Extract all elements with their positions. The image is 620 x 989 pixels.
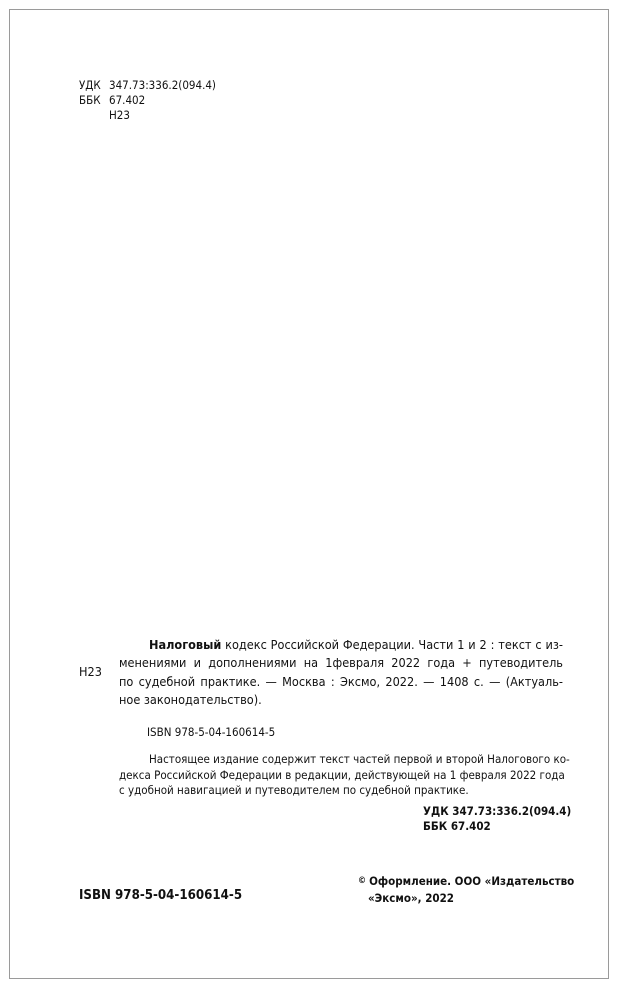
title-bold: Налоговый — [149, 637, 222, 652]
index-bbk: ББК 67.402 — [423, 819, 491, 833]
bib-line-1-text: кодекс Российской Федерации. Части 1 и 2 : текст с из- — [221, 637, 563, 652]
annotation — [119, 752, 570, 799]
author-mark-row — [79, 108, 216, 123]
annotation-line-2: декса Российской Федерации в редакции, действующей на 1 февраля 2022 года — [119, 767, 565, 782]
classification-block — [79, 78, 216, 123]
udk-row — [79, 78, 216, 93]
bib-line-1 — [119, 636, 563, 654]
bib-line-3: по судебной практике. — Москва : Эксмо, 2022. — 1408 с. — (Актуаль- — [119, 673, 563, 689]
footer-isbn: ISBN 978-5-04-160614-5 — [79, 888, 243, 903]
bibliographic-record — [119, 636, 563, 710]
bbk-label: ББК — [79, 93, 101, 107]
copyright-symbol: © — [358, 876, 367, 886]
author-mark-top: Н23 — [109, 108, 130, 122]
index-udk: УДК 347.73:336.2(094.4) — [423, 804, 572, 818]
bbk-row — [79, 93, 216, 108]
author-mark-left: Н23 — [79, 664, 102, 679]
annotation-line-3: с удобной навигацией и путеводителем по судебной практике. — [119, 783, 469, 798]
bbk-value: 67.402 — [109, 93, 146, 107]
bib-line-2: менениями и дополнениями на 1февраля 2022 года + путеводитель — [119, 655, 563, 671]
bib-line-4: ное законодательство). — [119, 692, 262, 708]
copyright-line-2: «Эксмо», 2022 — [368, 890, 455, 905]
copyright-block — [358, 873, 574, 906]
annotation-line-1: Настоящее издание содержит текст частей первой и второй Налогового ко- — [149, 752, 570, 766]
udk-label: УДК — [79, 78, 101, 92]
copyright-line-1: © Оформление. ООО «Издательство — [358, 874, 575, 888]
index-right — [423, 804, 571, 834]
bib-isbn: ISBN 978-5-04-160614-5 — [147, 725, 276, 739]
udk-value: 347.73:336.2(094.4) — [109, 78, 216, 92]
